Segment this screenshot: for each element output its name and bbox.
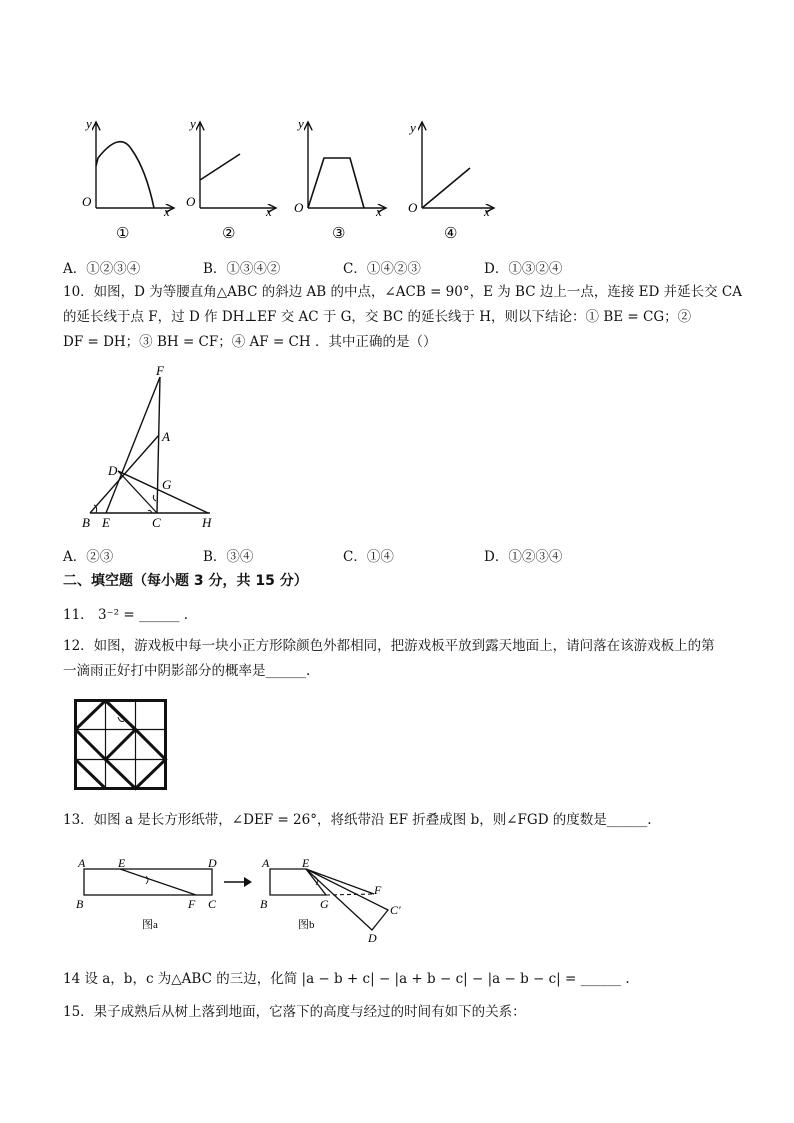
q9-option-d[interactable]: D．①③②④ — [484, 261, 563, 277]
graph-2-y-label: y — [190, 116, 196, 131]
graph-2-label: ② — [222, 226, 236, 242]
q13a-label-A: A — [78, 856, 86, 870]
graph-4-line — [422, 168, 470, 208]
q10-label-B: B — [82, 515, 90, 530]
q10-text-line-3: DF = DH；③ BH = CF；④ AF = CH ．其中正确的是（） — [63, 334, 437, 350]
q13a-label-D: D — [208, 856, 217, 870]
graph-1-y-label: y — [86, 116, 92, 131]
graph-options-figure — [60, 108, 510, 248]
q13b-label-F: F — [374, 883, 382, 897]
graph-4-label: ④ — [444, 226, 458, 242]
q10-text-line-1: 10．如图，D 为等腰直角△ABC 的斜边 AB 的中点，∠ACB = 90°，E 为 BC 边上一点，连接 ED 并延长交 CA — [63, 284, 742, 300]
q13b-label-C: C' — [390, 903, 401, 917]
q14-text: 14 设 a，b，c 为△ABC 的三边，化简 |a − b + c| − |a + b − c| − |a − b − c| = ______ . — [63, 971, 630, 987]
graph-1-curve — [96, 142, 154, 208]
graph-3-label: ③ — [332, 226, 346, 242]
q13a-caption: 图a — [142, 919, 158, 931]
graph-3-origin: O — [294, 200, 304, 215]
q10-option-d[interactable]: D．①②③④ — [484, 549, 563, 565]
q9-option-b[interactable]: B．①③④② — [203, 261, 281, 277]
q13-text: 13．如图 a 是长方形纸带，∠DEF = 26°，将纸带沿 EF 折叠成图 b，则∠FGD 的度数是______. — [63, 812, 652, 828]
q10-label-A: A — [162, 429, 170, 444]
q13b-caption: 图b — [298, 919, 315, 931]
q12-text-line-1: 12．如图，游戏板中每一块小正方形除颜色外都相同，把游戏板平放到露天地面上，请问落在该游戏板上的第 — [63, 638, 715, 654]
graph-2-origin: O — [186, 194, 196, 209]
q13a-label-C: C — [208, 897, 217, 911]
graph-3-x-label: x — [376, 204, 382, 219]
graph-2-line — [200, 154, 240, 180]
section-2-heading: 二、填空题（每小题 3 分，共 15 分） — [63, 573, 308, 589]
graph-1-label: ① — [116, 226, 130, 242]
graph-1-x-label: x — [164, 204, 170, 219]
q13-folding-figure — [74, 852, 414, 947]
graph-1 — [82, 116, 174, 242]
q10-option-c[interactable]: C．①④ — [343, 549, 394, 565]
q13a-label-B: B — [76, 897, 84, 911]
graph-2 — [186, 116, 276, 242]
q13b-label-G: G — [320, 897, 329, 911]
q15-text: 15．果子成熟后从树上落到地面，它落下的高度与经过的时间有如下的关系： — [63, 1004, 526, 1020]
q10-label-C: C — [152, 515, 161, 530]
graph-4-y-label: y — [410, 120, 416, 135]
graph-4-x-label: x — [484, 204, 490, 219]
graph-4 — [408, 120, 494, 242]
q11-text: 11． 3⁻² = ______ . — [63, 607, 189, 623]
q13b-label-D: D — [368, 931, 377, 945]
q10-option-a[interactable]: A．②③ — [63, 549, 114, 565]
q12-text-line-2: 一滴雨正好打中阴影部分的概率是______. — [63, 663, 311, 679]
q12-game-board — [74, 699, 168, 791]
q13b-label-E: E — [302, 856, 310, 870]
q10-label-D: D — [108, 463, 118, 478]
q9-option-a[interactable]: A．①②③④ — [63, 261, 141, 277]
q13a-label-E: E — [118, 856, 126, 870]
graph-3-trapezoid — [308, 158, 364, 208]
graph-4-origin: O — [408, 200, 418, 215]
q13b-label-A: A — [262, 856, 270, 870]
q10-text-line-2: 的延长线于点 F，过 D 作 DH⊥EF 交 AC 于 G，交 BC 的延长线于 H，则以下结论：① BE = CG；② — [63, 309, 692, 325]
graph-3 — [294, 116, 386, 242]
q13b-label-B: B — [260, 897, 268, 911]
graph-2-x-label: x — [266, 204, 272, 219]
graph-1-origin: O — [82, 194, 92, 209]
q10-label-F: F — [156, 365, 164, 378]
q10-label-G: G — [162, 477, 172, 492]
q9-option-c[interactable]: C．①④②③ — [343, 261, 421, 277]
q10-label-E: E — [102, 515, 110, 530]
graph-3-y-label: y — [298, 116, 304, 131]
q10-label-H: H — [202, 515, 212, 530]
q10-triangle-figure — [70, 365, 230, 535]
q13a-label-F: F — [188, 897, 196, 911]
q10-option-b[interactable]: B．③④ — [203, 549, 254, 565]
